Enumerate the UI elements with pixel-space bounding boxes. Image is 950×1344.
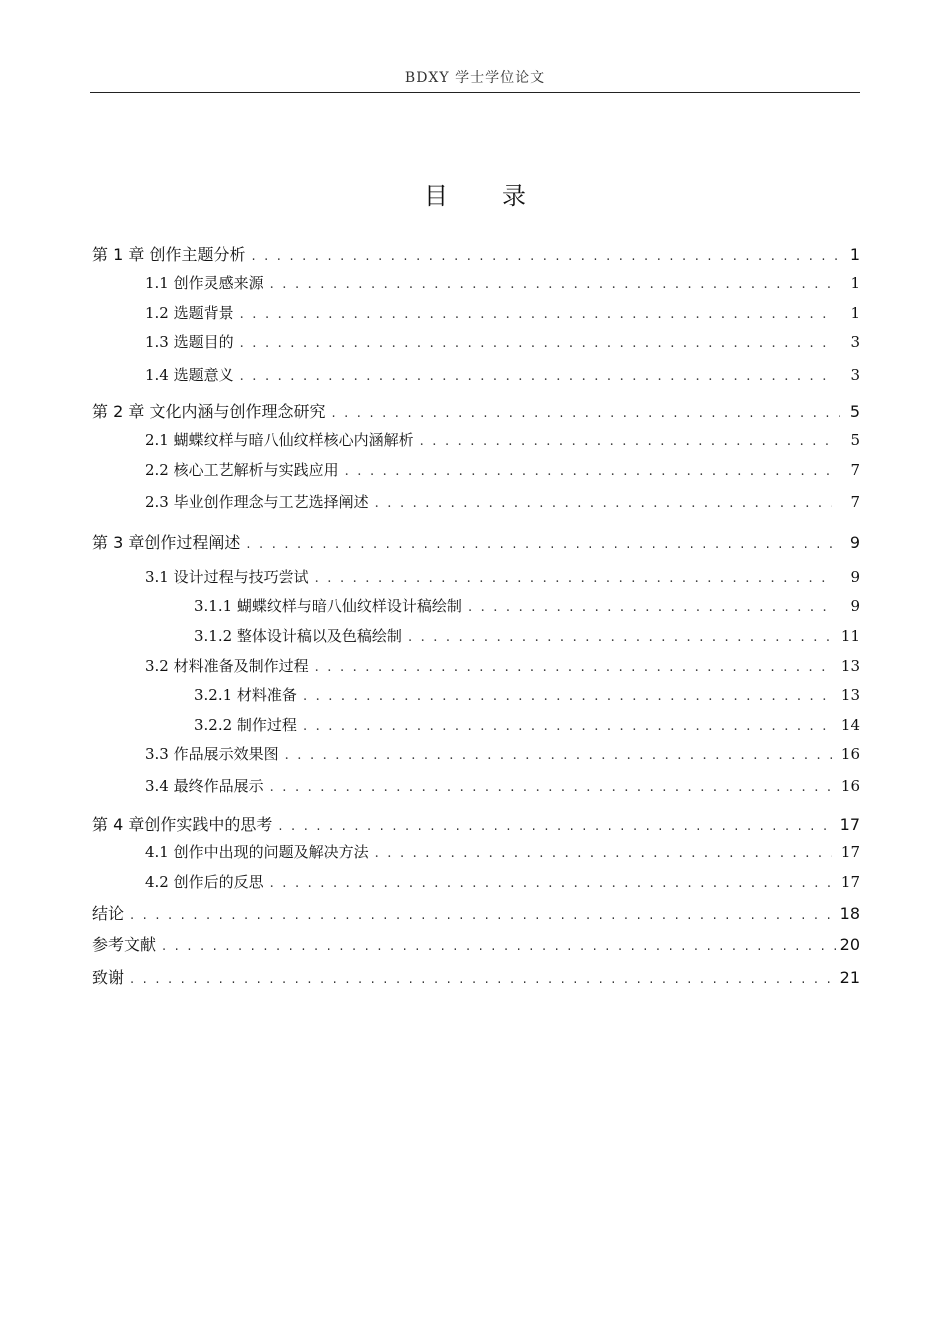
toc-entry-page: 17 [840,873,860,891]
toc-leader-dots [270,780,832,795]
toc-leader-dots [315,660,832,675]
toc-leader-dots [240,307,832,322]
toc-leader-dots [375,496,832,511]
toc-leader-dots [285,748,832,763]
toc-entry-acknowledgements[interactable] [92,965,860,989]
toc-entry-page: 9 [850,568,860,586]
toc-entry-page: 9 [850,597,860,615]
toc-entry-section-4-1[interactable] [92,841,860,865]
toc-entry-label: 3.4 最终作品展示 [145,777,264,795]
toc-entry-section-2-1[interactable] [92,429,860,453]
toc-entry-page: 16 [840,777,860,795]
toc-entry-section-3-4[interactable] [92,775,860,799]
toc-entry-section-2-2[interactable] [92,459,860,483]
toc-entry-section-1-1[interactable] [92,272,860,296]
toc-entry-references[interactable] [92,932,860,956]
toc-entry-chapter-2[interactable] [92,399,860,423]
toc-entry-label: 3.2.1 材料准备 [194,686,297,704]
toc-entry-label: 第 3 章创作过程阐述 [92,533,241,552]
toc-leader-dots [251,249,840,264]
toc-leader-dots [162,939,836,954]
toc-entry-label: 2.1 蝴蝶纹样与暗八仙纹样核心内涵解析 [145,431,414,449]
toc-entry-page: 14 [840,716,860,734]
toc-entry-section-1-2[interactable] [92,302,860,326]
toc-entry-label: 第 4 章创作实践中的思考 [92,815,273,834]
toc-entry-label: 致谢 [92,968,125,987]
toc-entry-label: 结论 [92,904,125,923]
toc-entry-page: 5 [850,431,860,449]
toc-entry-page: 7 [850,461,860,479]
toc-leader-dots [246,537,840,552]
toc-leader-dots [270,277,832,292]
toc-entry-page: 13 [840,657,860,675]
toc-entry-page: 17 [840,843,860,861]
toc-entry-page: 9 [849,533,860,552]
toc-leader-dots [303,719,832,734]
toc-leader-dots [130,908,836,923]
toc-entry-chapter-1[interactable] [92,242,860,266]
toc-entry-label: 3.1.2 整体设计稿以及色稿绘制 [194,627,402,645]
toc-entry-page: 3 [850,366,860,384]
toc-entry-page: 13 [840,686,860,704]
toc-entry-section-3-1[interactable] [92,566,860,590]
toc-entry-page: 1 [850,274,860,292]
toc-entry-label: 2.3 毕业创作理念与工艺选择阐述 [145,493,369,511]
toc-leader-dots [315,571,832,586]
toc-entry-label: 第 1 章 创作主题分析 [92,245,246,264]
toc-entry-label: 3.2.2 制作过程 [194,716,297,734]
toc-entry-section-1-4[interactable] [92,364,860,388]
toc-entry-conclusion[interactable] [92,901,860,925]
toc-entry-label: 3.3 作品展示效果图 [145,745,279,763]
toc-leader-dots [303,689,832,704]
toc-leader-dots [420,434,832,449]
toc-entry-label: 3.1.1 蝴蝶纹样与暗八仙纹样设计稿绘制 [194,597,462,615]
toc-entry-section-3-2-1[interactable] [92,684,860,708]
toc-entry-page: 1 [850,304,860,322]
toc-title-char-2: 录 [502,182,526,210]
toc-leader-dots [130,972,836,987]
toc-entry-page: 17 [839,815,860,834]
toc-leader-dots [278,819,835,834]
toc-entry-chapter-3[interactable] [92,530,860,554]
toc-entry-section-1-3[interactable] [92,331,860,355]
toc-entry-page: 16 [840,745,860,763]
toc-entry-section-3-1-2[interactable] [92,625,860,649]
toc-entry-label: 参考文献 [92,935,157,954]
toc-entry-page: 1 [849,245,860,264]
toc-entry-label: 4.2 创作后的反思 [145,873,264,891]
toc-entry-label: 3.2 材料准备及制作过程 [145,657,309,675]
toc-leader-dots [375,846,832,861]
toc-entry-section-4-2[interactable] [92,871,860,895]
toc-leader-dots [468,600,832,615]
toc-entry-page: 11 [840,627,860,645]
toc-title-char-1: 目 [424,182,448,210]
toc-entry-page: 21 [839,968,860,987]
toc-entry-page: 7 [850,493,860,511]
toc-entry-label: 3.1 设计过程与技巧尝试 [145,568,309,586]
toc-leader-dots [408,630,832,645]
toc-title [0,176,950,211]
toc-entry-label: 1.3 选题目的 [145,333,234,351]
toc-entry-chapter-4[interactable] [92,812,860,836]
toc-entry-section-3-2-2[interactable] [92,714,860,738]
running-header: BDXY 学士学位论文 [90,64,860,93]
toc-entry-label: 1.2 选题背景 [145,304,234,322]
toc-leader-dots [240,336,832,351]
toc-entry-label: 1.1 创作灵感来源 [145,274,264,292]
toc-entry-page: 3 [850,333,860,351]
toc-entry-label: 4.1 创作中出现的问题及解决方法 [145,843,369,861]
toc-entry-section-2-3[interactable] [92,491,860,515]
toc-leader-dots [345,464,832,479]
toc-entry-page: 20 [839,935,860,954]
toc-entry-label: 2.2 核心工艺解析与实践应用 [145,461,339,479]
toc-leader-dots [270,876,832,891]
toc-leader-dots [240,369,832,384]
toc-entry-section-3-3[interactable] [92,743,860,767]
toc-entry-page: 18 [839,904,860,923]
toc-entry-page: 5 [849,402,860,421]
toc-entry-section-3-1-1[interactable] [92,595,860,619]
toc-entry-label: 第 2 章 文化内涵与创作理念研究 [92,402,326,421]
toc-entry-section-3-2[interactable] [92,655,860,679]
toc-leader-dots [331,406,840,421]
toc-entry-label: 1.4 选题意义 [145,366,234,384]
